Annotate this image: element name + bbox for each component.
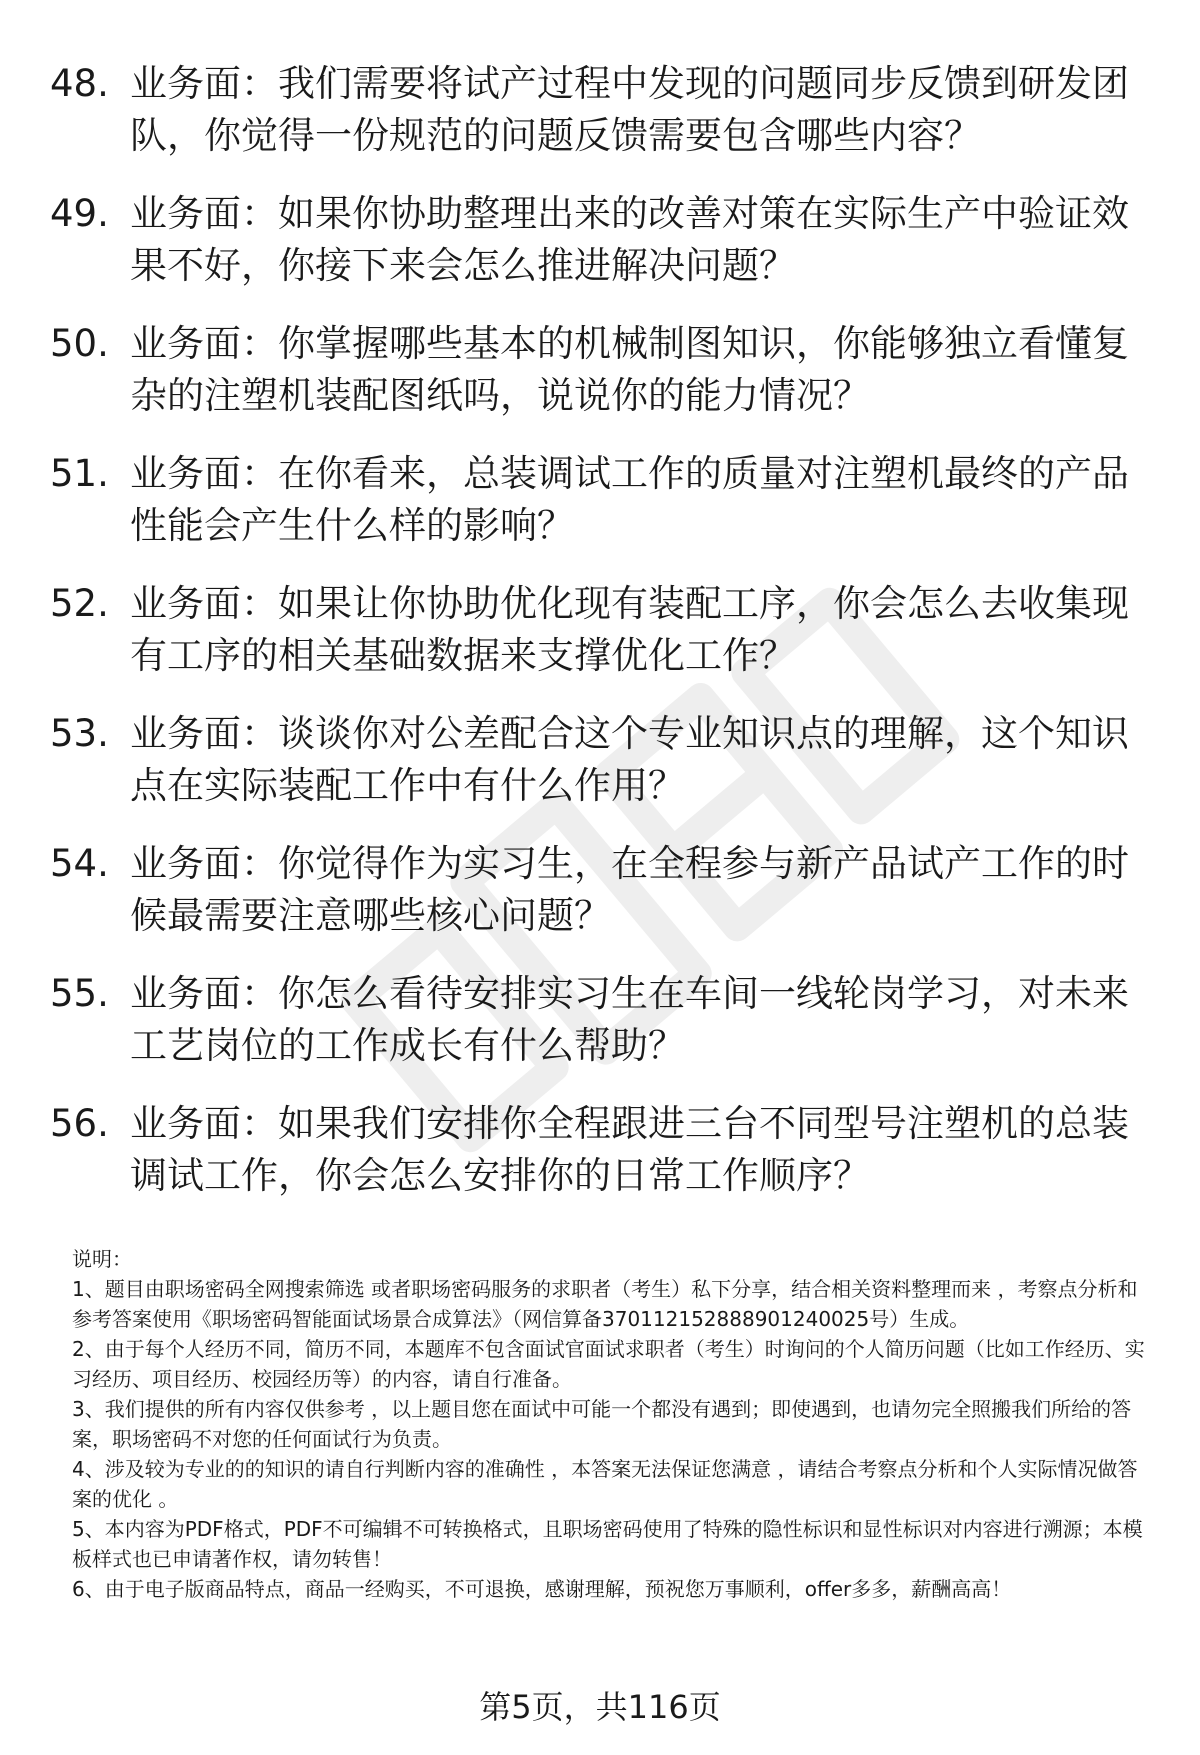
note-item: 4、涉及较为专业的的知识的请自行判断内容的准确性 ，本答案无法保证您满意 ，请结合考察点分析和个人实际情况做答案的优化 。 xyxy=(72,1457,1138,1511)
question-item xyxy=(0,708,1200,838)
question-number: 49. xyxy=(50,192,109,235)
note-item: 1、题目由职场密码全网搜索筛选 或者职场密码服务的求职者（考生）私下分享，结合相关资料整理而来 ，考察点分析和参考答案使用《职场密码智能面试场景合成算法》（网信算备370112152888901240025号）生成。 xyxy=(72,1277,1138,1331)
question-text: 业务面：如果你协助整理出来的改善对策在实际生产中验证效果不好，你接下来会怎么推进解决问题？ xyxy=(130,192,1129,287)
question-text: 业务面：如果让你协助优化现有装配工序，你会怎么去收集现有工序的相关基础数据来支撑优化工作？ xyxy=(130,582,1129,677)
note-item: 5、本内容为PDF格式，PDF不可编辑不可转换格式，且职场密码使用了特殊的隐性标识和显性标识对内容进行溯源；本模板样式也已申请著作权，请勿转售！ xyxy=(72,1517,1143,1571)
question-text: 业务面：如果我们安排你全程跟进三台不同型号注塑机的总装调试工作，你会怎么安排你的日常工作顺序？ xyxy=(130,1102,1129,1197)
question-item xyxy=(0,968,1200,1098)
question-text: 业务面：你觉得作为实习生，在全程参与新产品试产工作的时候最需要注意哪些核心问题？ xyxy=(130,842,1129,937)
page-number: 第5页，共116页 xyxy=(479,1688,721,1726)
question-number: 55. xyxy=(50,972,109,1015)
question-number: 52. xyxy=(50,582,109,625)
question-item xyxy=(0,318,1200,448)
question-number: 56. xyxy=(50,1102,109,1145)
question-text: 业务面：谈谈你对公差配合这个专业知识点的理解，这个知识点在实际装配工作中有什么作用？ xyxy=(130,712,1129,807)
question-item xyxy=(0,1098,1200,1228)
question-item xyxy=(0,578,1200,708)
question-number: 51. xyxy=(50,452,109,495)
question-number: 50. xyxy=(50,322,109,365)
question-list xyxy=(0,58,1200,1228)
note-item: 2、由于每个人经历不同，简历不同，本题库不包含面试官面试求职者（考生）时询问的个人简历问题（比如工作经历、实习经历、项目经历、校园经历等）的内容，请自行准备。 xyxy=(72,1337,1145,1391)
question-item xyxy=(0,58,1200,188)
question-item xyxy=(0,838,1200,968)
question-number: 48. xyxy=(50,62,109,105)
question-text: 业务面：在你看来，总装调试工作的质量对注塑机最终的产品性能会产生什么样的影响？ xyxy=(130,452,1129,547)
question-item xyxy=(0,448,1200,578)
question-text: 业务面：你怎么看待安排实习生在车间一线轮岗学习，对未来工艺岗位的工作成长有什么帮助？ xyxy=(130,972,1129,1067)
note-item: 3、我们提供的所有内容仅供参考 ，以上题目您在面试中可能一个都没有遇到；即使遇到，也请勿完全照搬我们所给的答案，职场密码不对您的任何面试行为负责。 xyxy=(72,1397,1132,1451)
question-text: 业务面：我们需要将试产过程中发现的问题同步反馈到研发团队，你觉得一份规范的问题反馈需要包含哪些内容？ xyxy=(130,62,1129,157)
notes-section xyxy=(72,1244,1152,1604)
question-text: 业务面：你掌握哪些基本的机械制图知识，你能够独立看懂复杂的注塑机装配图纸吗，说说你的能力情况？ xyxy=(130,322,1129,417)
notes-title: 说明： xyxy=(72,1247,132,1271)
question-number: 53. xyxy=(50,712,109,755)
note-item: 6、由于电子版商品特点，商品一经购买，不可退换，感谢理解，预祝您万事顺利，offer多多，薪酬高高！ xyxy=(72,1577,1012,1601)
question-number: 54. xyxy=(50,842,109,885)
question-item xyxy=(0,188,1200,318)
